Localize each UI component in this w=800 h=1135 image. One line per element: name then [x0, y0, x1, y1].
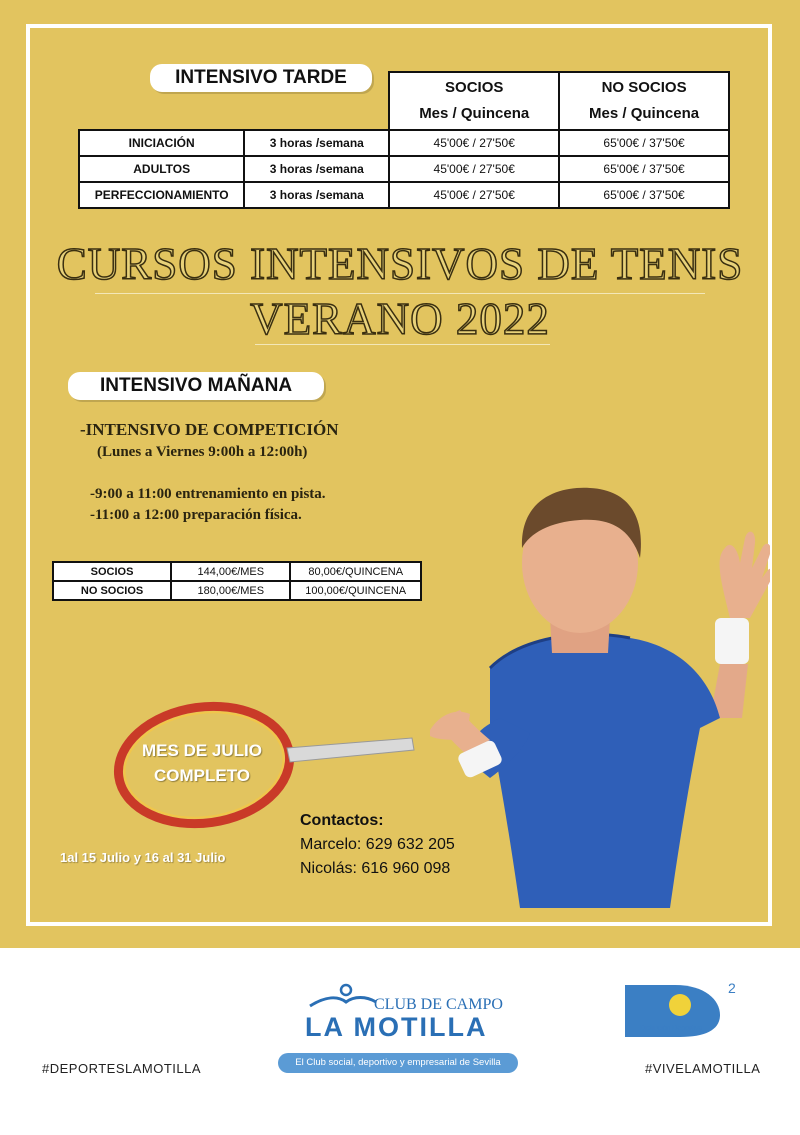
schedule-line-1: -9:00 a 11:00 entrenamiento en pista. — [90, 486, 326, 502]
main-title-line1: CURSOS INTENSIVOS DE TENIS — [56, 239, 744, 289]
hours-cell: 3 horas /semana — [244, 156, 389, 182]
socios-price: 45'00€ / 27'50€ — [389, 156, 559, 182]
competicion-heading: -INTENSIVO DE COMPETICIÓN — [80, 420, 339, 439]
price-label: SOCIOS — [53, 562, 171, 581]
hashtag-right: #VIVELAMOTILLA — [645, 1061, 761, 1076]
tennis-player-illustration — [430, 478, 770, 928]
contact-nicolas: Nicolás: 616 960 098 — [300, 860, 451, 877]
price-label: NO SOCIOS — [53, 581, 171, 600]
contacts-heading: Contactos: — [300, 812, 384, 829]
table-row — [53, 581, 421, 600]
hashtag-left: #DEPORTESLAMOTILLA — [42, 1061, 202, 1076]
price-mes: 180,00€/MES — [171, 581, 290, 600]
hours-cell: 3 horas /semana — [244, 182, 389, 208]
no-socios-price: 65'00€ / 37'50€ — [559, 130, 729, 156]
no-socios-price: 65'00€ / 37'50€ — [559, 156, 729, 182]
title-divider — [255, 344, 550, 345]
no-socios-price: 65'00€ / 37'50€ — [559, 182, 729, 208]
blank-cell — [244, 72, 389, 130]
no-socios-label: NO SOCIOS — [601, 79, 687, 96]
club-logo-line: CLUB DE CAMPO — [374, 996, 503, 1013]
hours-cell: 3 horas /semana — [244, 130, 389, 156]
julio-line1: MES DE JULIO — [142, 741, 262, 760]
level-cell: ADULTOS — [79, 156, 244, 182]
intensivo-tarde-title: INTENSIVO TARDE — [150, 64, 372, 92]
level-cell: PERFECCIONAMIENTO — [79, 182, 244, 208]
club-logo-figure-icon — [308, 982, 378, 1016]
table-row — [79, 130, 729, 156]
price-mes: 144,00€/MES — [171, 562, 290, 581]
socios-price: 45'00€ / 27'50€ — [389, 182, 559, 208]
table-row — [53, 562, 421, 581]
tarde-price-table — [78, 71, 730, 209]
svg-text:2: 2 — [728, 980, 736, 996]
no-socios-header — [559, 72, 729, 130]
socios-price: 45'00€ / 27'50€ — [389, 130, 559, 156]
club-logo-tagline: El Club social, deportivo y empresarial de Sevilla — [278, 1053, 518, 1073]
club-logo-name: LA MOTILLA — [305, 1012, 488, 1042]
socios-sub: Mes / Quincena — [419, 105, 530, 122]
main-title-line2: VERANO 2022 — [250, 294, 550, 344]
blank-cell — [79, 72, 244, 130]
level-cell: INICIACIÓN — [79, 130, 244, 156]
table-row — [79, 156, 729, 182]
price-quincena: 80,00€/QUINCENA — [290, 562, 421, 581]
socios-label: SOCIOS — [445, 79, 504, 96]
manana-price-table — [52, 561, 422, 601]
price-quincena: 100,00€/QUINCENA — [290, 581, 421, 600]
no-socios-sub: Mes / Quincena — [589, 105, 700, 122]
julio-badge — [118, 738, 286, 788]
julio-line2: COMPLETO — [153, 766, 251, 785]
socios-header — [389, 72, 559, 130]
schedule-line-2: -11:00 a 12:00 preparación física. — [90, 507, 302, 523]
contact-marcelo: Marcelo: 629 632 205 — [300, 836, 455, 853]
intensivo-manana-title: INTENSIVO MAÑANA — [68, 372, 324, 400]
table-row — [79, 182, 729, 208]
competicion-schedule: (Lunes a Viernes 9:00h a 12:00h) — [97, 444, 308, 460]
julio-dates: 1al 15 Julio y 16 al 31 Julio — [60, 850, 226, 865]
distinction-logo-text: Distinción Deportiva — [640, 1025, 703, 1032]
distinction-logo-icon — [620, 975, 760, 1045]
